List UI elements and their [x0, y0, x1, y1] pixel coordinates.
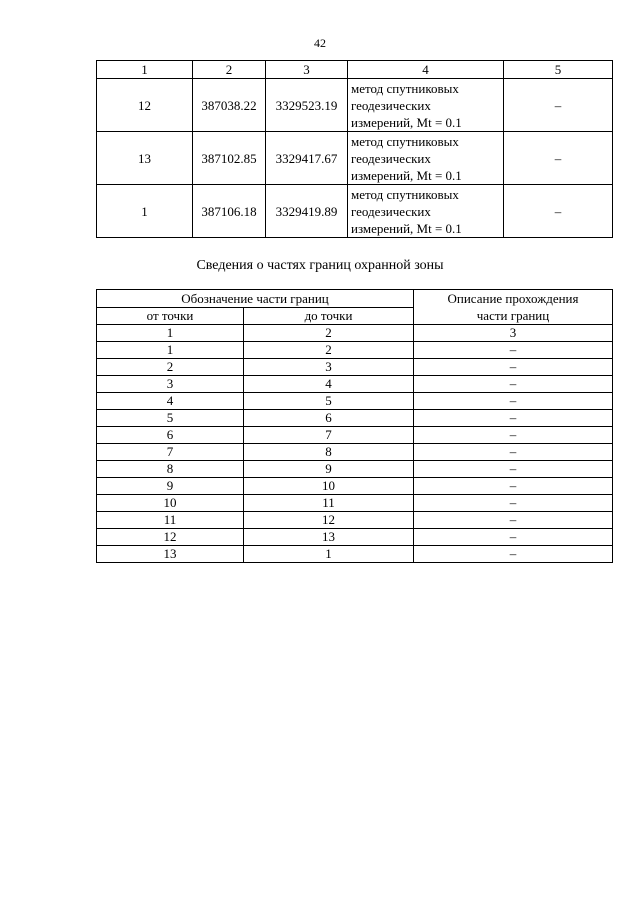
table-row: [97, 444, 613, 461]
from-point: 4: [97, 393, 244, 410]
table-row: [97, 427, 613, 444]
to-point: 4: [244, 376, 414, 393]
y-coordinate: 3329417.67: [266, 132, 348, 185]
table2-column-numbers-row: [97, 325, 613, 342]
table-row: [97, 342, 613, 359]
method-line: метод спутниковых: [351, 133, 459, 149]
method-line: измерений, Mt = 0.1: [351, 220, 462, 236]
table-row: [97, 132, 613, 185]
from-point: 1: [97, 342, 244, 359]
header-boundary-part: Обозначение части границ: [97, 290, 414, 308]
section-title: Сведения о частях границ охранной зоны: [196, 258, 444, 273]
point-number: 13: [97, 132, 193, 185]
table-row: [97, 546, 613, 563]
method-line: геодезических: [351, 203, 431, 219]
to-point: 7: [244, 427, 414, 444]
table1-header-cell: 4: [348, 61, 504, 79]
header-description-line: части границ: [476, 308, 550, 323]
table-row: [97, 478, 613, 495]
point-number: 12: [97, 79, 193, 132]
table1-header-cell: 3: [266, 61, 348, 79]
table-row: [97, 461, 613, 478]
to-point: 11: [244, 495, 414, 512]
to-point: 6: [244, 410, 414, 427]
from-point: 13: [97, 546, 244, 563]
y-coordinate: 3329523.19: [266, 79, 348, 132]
header-to-point: до точки: [244, 308, 414, 325]
method-cell: [348, 79, 504, 132]
from-point: 12: [97, 529, 244, 546]
header-description-line: Описание прохождения: [447, 291, 579, 306]
x-coordinate: 387038.22: [193, 79, 266, 132]
x-coordinate: 387106.18: [193, 185, 266, 238]
description: –: [414, 427, 613, 444]
table-row: [97, 359, 613, 376]
to-point: 2: [244, 342, 414, 359]
table2-header-row: [97, 290, 613, 308]
note-cell: –: [504, 185, 613, 238]
from-point: 9: [97, 478, 244, 495]
from-point: 5: [97, 410, 244, 427]
coordinates-table: [96, 60, 613, 238]
point-number: 1: [97, 185, 193, 238]
from-point: 6: [97, 427, 244, 444]
header-description: [414, 290, 613, 325]
table-row: [97, 376, 613, 393]
to-point: 5: [244, 393, 414, 410]
to-point: 9: [244, 461, 414, 478]
to-point: 1: [244, 546, 414, 563]
from-point: 10: [97, 495, 244, 512]
x-coordinate: 387102.85: [193, 132, 266, 185]
column-number: 1: [97, 325, 244, 342]
note-cell: –: [504, 79, 613, 132]
column-number: 2: [244, 325, 414, 342]
from-point: 11: [97, 512, 244, 529]
table1-header-row: [97, 61, 613, 79]
method-line: геодезических: [351, 150, 431, 166]
column-number: 3: [414, 325, 613, 342]
table-row: [97, 410, 613, 427]
method-line: метод спутниковых: [351, 80, 459, 96]
description: –: [414, 495, 613, 512]
table1-header-cell: 1: [97, 61, 193, 79]
table-row: [97, 393, 613, 410]
method-line: метод спутниковых: [351, 186, 459, 202]
description: –: [414, 393, 613, 410]
description: –: [414, 478, 613, 495]
to-point: 3: [244, 359, 414, 376]
method-line: измерений, Mt = 0.1: [351, 167, 462, 183]
description: –: [414, 376, 613, 393]
boundary-parts-table: [96, 289, 613, 563]
from-point: 7: [97, 444, 244, 461]
description: –: [414, 529, 613, 546]
table-row: [97, 512, 613, 529]
to-point: 10: [244, 478, 414, 495]
table1-header-cell: 5: [504, 61, 613, 79]
from-point: 2: [97, 359, 244, 376]
from-point: 3: [97, 376, 244, 393]
to-point: 12: [244, 512, 414, 529]
method-line: геодезических: [351, 97, 431, 113]
method-cell: [348, 185, 504, 238]
page-number: 42: [314, 36, 326, 50]
description: –: [414, 342, 613, 359]
to-point: 13: [244, 529, 414, 546]
table1-header-cell: 2: [193, 61, 266, 79]
table-row: [97, 529, 613, 546]
header-from-point: от точки: [97, 308, 244, 325]
description: –: [414, 359, 613, 376]
description: –: [414, 461, 613, 478]
description: –: [414, 410, 613, 427]
table-row: [97, 495, 613, 512]
description: –: [414, 546, 613, 563]
method-line: измерений, Mt = 0.1: [351, 114, 462, 130]
y-coordinate: 3329419.89: [266, 185, 348, 238]
from-point: 8: [97, 461, 244, 478]
description: –: [414, 512, 613, 529]
method-cell: [348, 132, 504, 185]
table-row: [97, 79, 613, 132]
to-point: 8: [244, 444, 414, 461]
description: –: [414, 444, 613, 461]
note-cell: –: [504, 132, 613, 185]
table-row: [97, 185, 613, 238]
